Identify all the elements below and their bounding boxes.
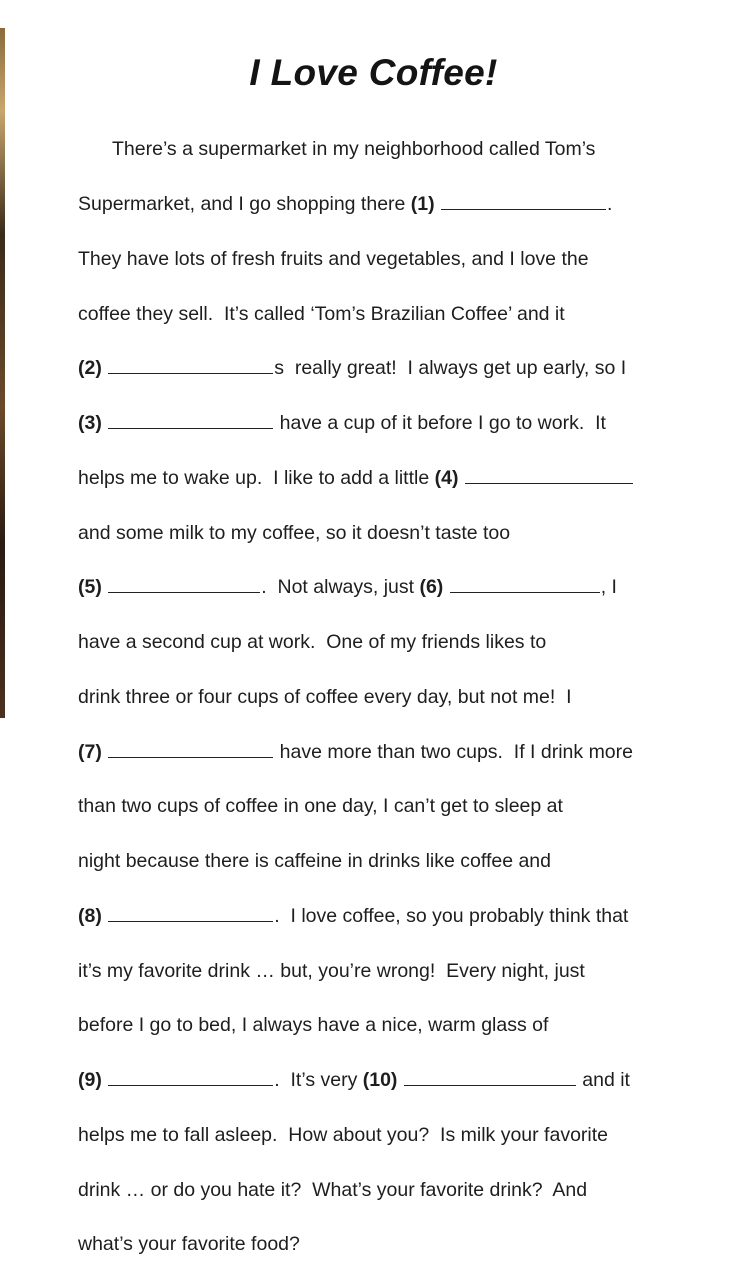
- passage-text: . I love coffee, so you probably think that: [274, 905, 629, 927]
- passage-line: [78, 959, 738, 983]
- photo-edge-strip: [0, 28, 5, 718]
- blank-number: (7): [78, 741, 108, 763]
- passage-line: [78, 1178, 738, 1202]
- passage-text: coffee they sell. It’s called ‘Tom’s Brazilian Coffee’ and it: [78, 303, 565, 325]
- passage-text: . It’s very: [274, 1069, 363, 1091]
- blank-number: (10): [362, 1069, 403, 1091]
- passage-text: s really great! I always get up early, so I: [274, 357, 627, 379]
- fill-in-blank[interactable]: [108, 905, 273, 922]
- passage-line: [112, 137, 747, 161]
- passage-line: [78, 575, 738, 599]
- passage-line: [78, 1232, 738, 1256]
- passage-line: [78, 1123, 738, 1147]
- worksheet-title: I Love Coffee!: [249, 52, 498, 93]
- passage-line: [78, 192, 738, 216]
- passage-line: [78, 466, 738, 490]
- passage-text: and it: [576, 1069, 630, 1091]
- passage-text: have more than two cups. If I drink more: [274, 741, 633, 763]
- passage-text: than two cups of coffee in one day, I can’t get to sleep at: [78, 795, 563, 817]
- passage-line: [78, 630, 738, 654]
- fill-in-blank[interactable]: [108, 412, 273, 429]
- fill-in-blank[interactable]: [108, 741, 273, 758]
- fill-in-blank[interactable]: [108, 357, 273, 374]
- passage-line: [78, 247, 738, 271]
- blank-number: (5): [78, 576, 108, 598]
- passage-line: [78, 740, 738, 764]
- passage-text: before I go to bed, I always have a nice, warm glass of: [78, 1014, 549, 1036]
- blank-number: (2): [78, 357, 108, 379]
- passage-text: night because there is caffeine in drinks like coffee and: [78, 850, 551, 872]
- passage-text: . Not always, just: [261, 576, 420, 598]
- blank-number: (8): [78, 905, 108, 927]
- passage-text: it’s my favorite drink … but, you’re wrong! Every night, just: [78, 960, 585, 982]
- blank-number: (4): [434, 467, 464, 489]
- passage-text: have a cup of it before I go to work. It: [274, 412, 606, 434]
- passage-text: , I: [600, 576, 617, 598]
- passage-line: [78, 356, 738, 380]
- passage-line: [78, 521, 738, 545]
- passage-line: [78, 794, 738, 818]
- blank-number: (1): [410, 193, 441, 215]
- passage-line: [78, 302, 738, 326]
- passage-line: [78, 411, 738, 435]
- passage-line: [78, 685, 738, 709]
- passage-line: [78, 1013, 738, 1037]
- blank-number: (9): [78, 1069, 108, 1091]
- blank-number: (3): [78, 412, 108, 434]
- fill-in-blank[interactable]: [108, 1069, 273, 1086]
- passage-line: [78, 849, 738, 873]
- passage-text: drink three or four cups of coffee every day, but not me! I: [78, 686, 572, 708]
- passage-text: There’s a supermarket in my neighborhood called Tom’s: [112, 138, 596, 160]
- passage-text: .: [607, 193, 613, 215]
- passage-text: Supermarket, and I go shopping there: [78, 193, 411, 215]
- passage-text: They have lots of fresh fruits and vegetables, and I love the: [78, 248, 589, 270]
- passage-text: drink … or do you hate it? What’s your favorite drink? And: [78, 1179, 588, 1201]
- passage-line: [78, 904, 738, 928]
- blank-number: (6): [419, 576, 449, 598]
- passage-line: [78, 1068, 738, 1092]
- passage-text: helps me to fall asleep. How about you? Is milk your favorite: [78, 1124, 609, 1146]
- fill-in-blank[interactable]: [450, 576, 600, 593]
- fill-in-blank[interactable]: [441, 193, 606, 210]
- fill-in-blank[interactable]: [465, 467, 633, 484]
- passage-text: have a second cup at work. One of my friends likes to: [78, 631, 547, 653]
- passage-text: helps me to wake up. I like to add a little: [78, 467, 435, 489]
- fill-in-blank[interactable]: [404, 1069, 576, 1086]
- passage-text: what’s your favorite food?: [78, 1233, 300, 1255]
- passage-text: and some milk to my coffee, so it doesn’t taste too: [78, 522, 511, 544]
- fill-in-blank[interactable]: [108, 576, 260, 593]
